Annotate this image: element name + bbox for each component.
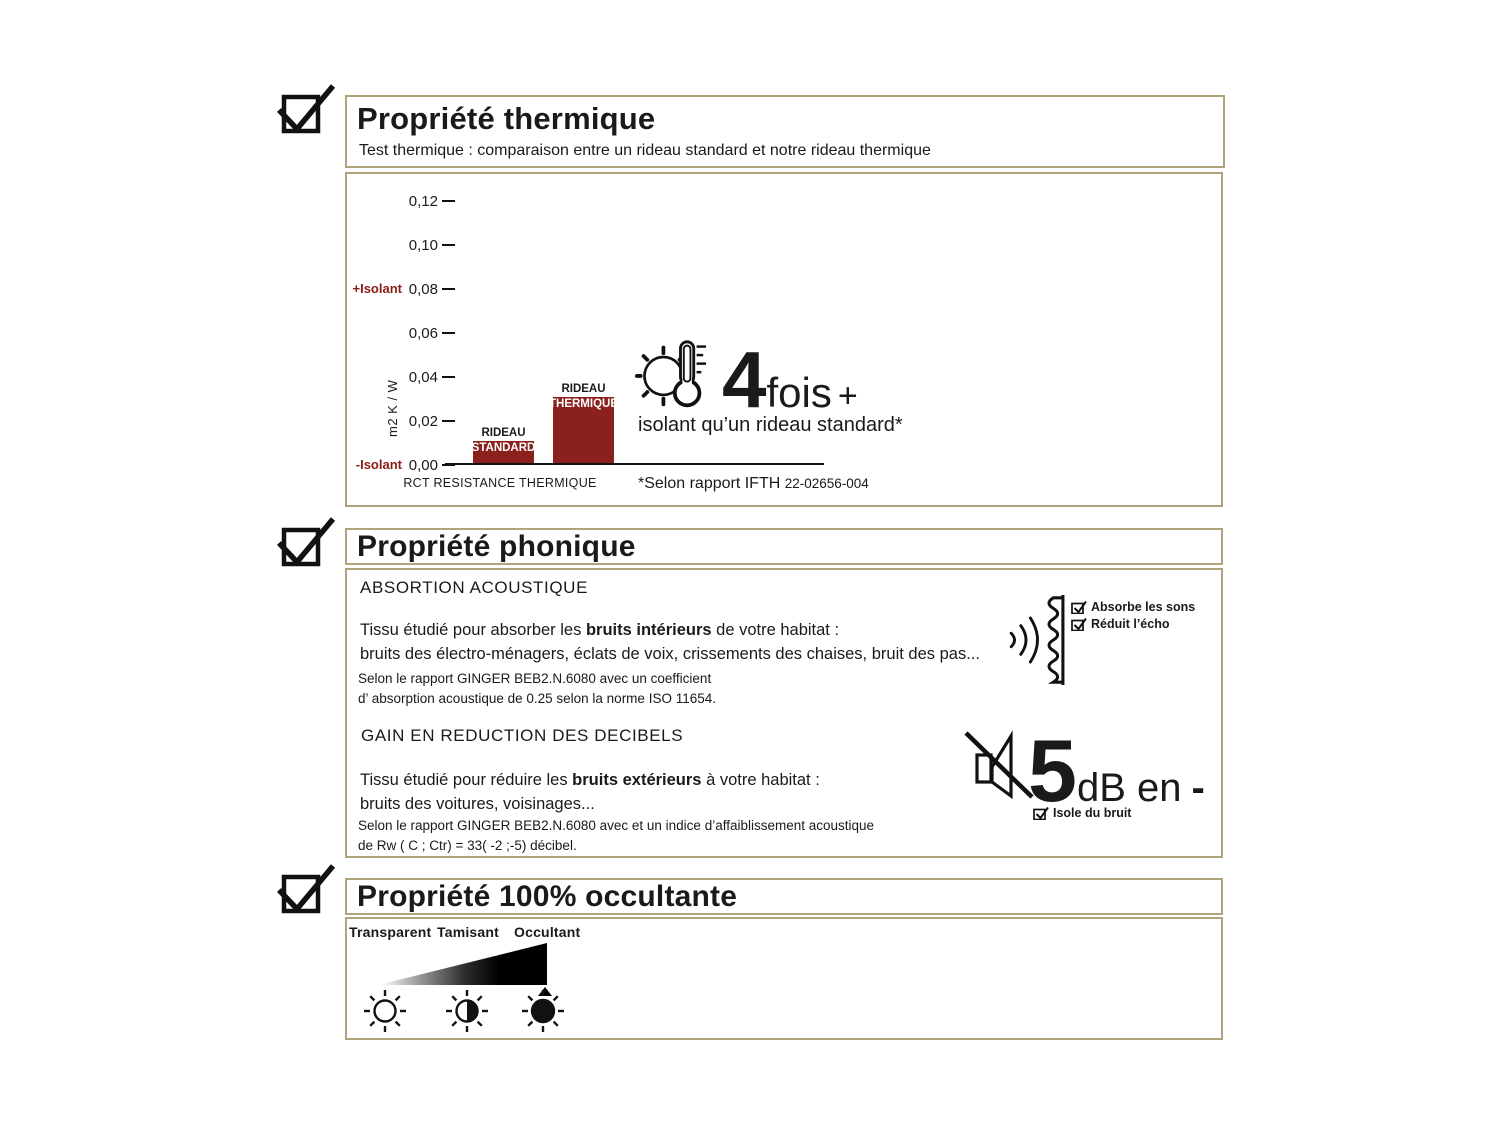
text: de Rw ( C ; Ctr) = 33( -2 ;-5) décibel. xyxy=(358,838,577,853)
thermal-highlight-caption: isolant qu’un rideau standard* xyxy=(638,414,903,436)
sound-waves-curtain-icon xyxy=(1002,594,1074,686)
tick-mark xyxy=(442,200,455,202)
bar-rideau-thermique xyxy=(549,383,618,463)
text-bold: bruits intérieurs xyxy=(585,621,712,639)
bar-top-label: RIDEAU xyxy=(481,427,526,439)
highlight-minus: - xyxy=(1191,766,1205,810)
phonic-content-panel xyxy=(345,568,1223,858)
check-absorbe-les-sons xyxy=(1071,600,1195,614)
y-tick xyxy=(347,191,455,211)
label-transparent: Transparent xyxy=(349,924,432,940)
highlight-word: fois xyxy=(766,369,832,416)
checked-checkbox-small-icon xyxy=(1033,806,1049,820)
annotation-minus-isolant: -Isolant xyxy=(355,457,402,472)
check-isole-du-bruit xyxy=(1033,806,1131,820)
absorption-paragraph xyxy=(360,618,980,666)
y-axis-label: m2 K / W xyxy=(385,379,400,437)
text: de votre habitat : xyxy=(711,621,840,639)
reduction-paragraph xyxy=(360,768,820,816)
y-tick-label: 0,02 xyxy=(408,412,438,430)
thermal-title: Propriété thermique xyxy=(357,101,656,136)
x-axis-line xyxy=(445,463,824,465)
y-tick xyxy=(347,323,455,343)
sun-outline-icon xyxy=(363,989,407,1033)
highlight-number: 5 xyxy=(1028,721,1075,820)
text: bruits des électro-ménagers, éclats de voix, crissements des chaises, bruit des pas... xyxy=(360,645,980,663)
check-label: Isole du bruit xyxy=(1053,806,1132,820)
tick-mark xyxy=(442,376,455,378)
y-tick xyxy=(347,411,455,431)
text-bold: bruits extérieurs xyxy=(572,771,702,789)
text: Selon le rapport GINGER BEB2.N.6080 avec et un indice d’affaiblissement acoustique xyxy=(358,818,875,833)
footnote-code: 22-02656-004 xyxy=(784,476,869,491)
text: Tissu étudié pour réduire les xyxy=(360,771,573,789)
muted-speaker-icon xyxy=(964,730,1034,800)
y-tick-label: 0,06 xyxy=(408,324,438,342)
highlight-plus: + xyxy=(837,377,858,415)
y-tick-label: 0,08 xyxy=(408,280,438,298)
text: à votre habitat : xyxy=(701,771,820,789)
checked-checkbox-icon xyxy=(272,864,336,916)
check-label: Réduit l’écho xyxy=(1091,617,1170,631)
annotation-plus-isolant: +Isolant xyxy=(352,281,402,296)
checked-checkbox-icon xyxy=(272,84,336,136)
bar-rideau-standard xyxy=(473,427,534,463)
y-tick-label: 0,10 xyxy=(408,236,438,254)
absorption-note xyxy=(358,669,716,709)
reduction-note xyxy=(358,816,874,856)
highlight-number: 4 xyxy=(722,335,765,424)
reduction-heading: GAIN EN REDUCTION DES DECIBELS xyxy=(361,726,684,745)
blackout-title: Propriété 100% occultante xyxy=(357,880,738,913)
tick-mark xyxy=(442,288,455,290)
check-reduit-echo xyxy=(1071,617,1169,631)
y-tick xyxy=(347,367,455,387)
label-occultant: Occultant xyxy=(514,924,581,940)
bar-top-label: RIDEAU xyxy=(561,383,606,395)
x-axis-label: RCT RESISTANCE THERMIQUE xyxy=(403,476,597,490)
bar xyxy=(473,441,534,463)
thermal-header-panel xyxy=(345,95,1225,168)
y-tick-label: 0,00 xyxy=(408,456,438,474)
text: d’ absorption acoustique de 0.25 selon la norme ISO 11654. xyxy=(358,691,716,706)
absorption-heading: ABSORTION ACOUSTIQUE xyxy=(360,578,589,597)
highlight-unit: dB en xyxy=(1076,766,1182,810)
thermal-footnote xyxy=(638,475,869,493)
tick-mark xyxy=(442,420,455,422)
thermal-subtitle: Test thermique : comparaison entre un rideau standard et notre rideau thermique xyxy=(359,142,931,159)
y-tick-label: 0,12 xyxy=(408,192,438,210)
checked-checkbox-icon xyxy=(272,517,336,569)
checked-checkbox-small-icon xyxy=(1071,617,1087,631)
bar xyxy=(549,397,618,463)
sun-half-icon xyxy=(445,989,489,1033)
sun-filled-icon xyxy=(521,989,565,1033)
checked-checkbox-small-icon xyxy=(1071,600,1087,614)
tick-mark xyxy=(442,244,455,246)
y-tick-label: 0,04 xyxy=(408,368,438,386)
decibel-highlight xyxy=(1028,721,1205,820)
text: Selon le rapport GINGER BEB2.N.6080 avec un coefficient xyxy=(358,671,712,686)
thermal-chart-panel xyxy=(345,172,1223,507)
thermal-highlight xyxy=(722,335,858,424)
check-label: Absorbe les sons xyxy=(1091,600,1196,614)
footnote-text: *Selon rapport IFTH xyxy=(638,475,781,492)
opacity-gradient-triangle xyxy=(378,943,547,985)
phonic-header-panel xyxy=(345,528,1223,565)
tick-mark xyxy=(442,332,455,334)
blackout-header-panel xyxy=(345,878,1223,915)
bar-inside-label: THERMIQUE xyxy=(549,398,618,410)
blackout-content-panel xyxy=(345,917,1223,1040)
y-tick xyxy=(347,235,455,255)
bar-inside-label: STANDARD xyxy=(471,442,536,454)
label-tamisant: Tamisant xyxy=(437,924,500,940)
text: Tissu étudié pour absorber les xyxy=(360,621,586,639)
sun-thermometer-icon xyxy=(635,338,707,412)
phonic-title: Propriété phonique xyxy=(357,530,636,563)
text: bruits des voitures, voisinages... xyxy=(360,795,595,813)
